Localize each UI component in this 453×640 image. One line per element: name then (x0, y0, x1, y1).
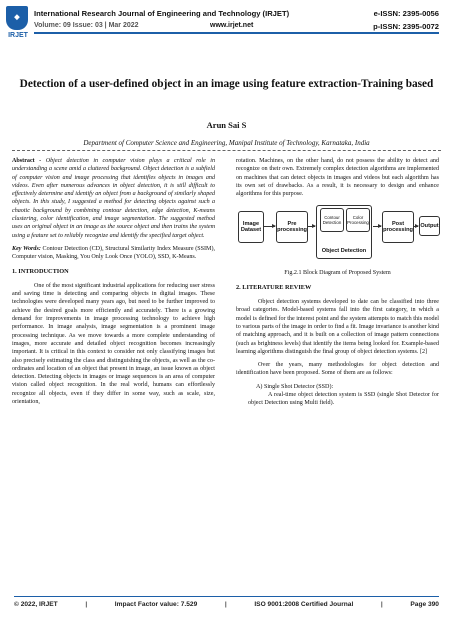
figure-caption: Fig.2.1 Block Diagram of Proposed System (284, 270, 391, 277)
box-color-processing: Color Processing (346, 208, 370, 232)
affiliation: Department of Computer Science and Engineering, Manipal Institute of Technology, Karnataka, India (83, 139, 370, 147)
box-post-processing: Post processing (382, 211, 414, 243)
block-diagram (236, 203, 439, 265)
section-divider (12, 150, 441, 151)
footer-page-number: Page 390 (410, 601, 439, 608)
box-object-detection: Object Detection (316, 205, 372, 259)
abstract-heading: Abstract - (12, 158, 42, 164)
intro-paragraph: One of the most significant industrial applications for reducing user stress and saving time is detecting and comparing objects in digital images. These technologies were developed many years ago, but need to be further improved to achieve the desired goals more efficiently and accurately. There is a growing demand for improvements in image processing technology to achieve high performance. In image analysis, image segmentation is a prominent image processing technique. As we move towards a more complete understanding of images, more accurate and detailed object recognition becomes increasingly important. It is critical in this context to consider not only classifying images but also precisely estimating the class and distinguishing the objects, as well as the co-ordinates and location of an object that present in image, an issue known as object detection. Detecting objects in images or image sequences is an area of computer vision called object recognition. In the real world, humans can effortlessly recognize all objects, even if they differ in some way, such as scale, size, orientation, (12, 282, 215, 406)
volume-line: Volume: 09 Issue: 03 | Mar 2022 (34, 22, 139, 29)
author: Arun Sai S (206, 120, 247, 130)
literature-paragraph-2: Over the years, many methodologies for object detection and identification have been proposed. Some of them are as follows: (236, 362, 439, 377)
footer-copyright: © 2022, IRJET (14, 601, 58, 608)
footer-iso: ISO 9001:2008 Certified Journal (254, 601, 354, 608)
list-item-ssd-heading: A) Single Shot Detector (SSD): (256, 383, 334, 390)
logo-label: IRJET (8, 32, 28, 39)
arrow-4 (413, 226, 418, 227)
intro-heading: 1. INTRODUCTION (12, 267, 69, 275)
website-link[interactable]: www.irjet.net (210, 22, 254, 29)
abstract-text: Object detection in computer vision plays a critical role in understanding a scene amid a cluttered background. Object detection is a subfield of computer vision and image processing that identifies objects in images and videos. Even after numerous advances in object detection, it is still difficult to effectively determine and identify an object from a background of similarly shaped objects. In this study, I suggested a method for detecting objects against such a chaotic background by combining contour detection, edge detection, K-means clustering, color identification, and image segmentation. The suggested method uses an original object in an image as the source object and then trains the system using a feature set to reliably recognize and identify the specified target object. (12, 158, 215, 239)
arrow-2 (307, 226, 315, 227)
literature-heading: 2. LITERATURE REVIEW (236, 283, 312, 291)
literature-paragraph-1: Object detection systems developed to date can be classified into three broad categories. Model-based systems fall into the first category, in which a model is defined for the interest point and the system attempts to match this model to various parts of the image in order to find a fit. Image invariance is another kind of matching approach, and it is built on a collection of image pattern connections (such as brightness levels) that identify the items being looked for. Example-based learning algorithms distinguish the final group of object detection systems. [2] (236, 299, 439, 355)
intro-continuation: rotation. Machines, on the other hand, do not possess the ability to detect and recognize on their own. Extremely complex detection algorithms are implemented on machines that can detect objects in images and videos but each algorithm has its own set of drawbacks. As a result, it is necessary to design and enhance algorithms for this purpose. (236, 158, 439, 198)
box-contour-detection: Contour Detection (320, 208, 344, 232)
arrow-1 (263, 226, 275, 227)
footer-separator: | (380, 601, 383, 608)
paper-title: Detection of a user-defined object in an image using feature extraction-Training based (19, 78, 434, 90)
keywords-heading: Key Words: (12, 245, 41, 252)
keywords-text: Contour Detection (CD), Structural Similarity Index Measure (SSIM), Computer vision, Masking, You Only Look Once (YOLO), SSD, K-Means. (12, 245, 215, 261)
list-item-ssd-text: A real-time object detection system is SSD (single Shot Detector for object Detection using Multi field). (248, 392, 439, 407)
box-pre-processing: Pre processing (276, 211, 308, 243)
right-column (236, 157, 439, 413)
journal-name: International Research Journal of Engineering and Technology (IRJET) (34, 9, 290, 18)
box-output: Output (419, 216, 440, 236)
abstract (12, 157, 215, 240)
page-footer (14, 596, 439, 608)
irjet-logo (6, 6, 30, 44)
footer-separator: | (224, 601, 227, 608)
header-divider (34, 32, 439, 34)
box-image-dataset: Image Dataset (238, 211, 264, 243)
footer-impact-factor: Impact Factor value: 7.529 (114, 601, 198, 608)
pissn: p-ISSN: 2395-0072 (373, 22, 439, 31)
keywords (12, 245, 215, 262)
eissn: e-ISSN: 2395-0056 (373, 9, 439, 18)
arrow-3 (373, 226, 381, 227)
footer-separator: | (85, 601, 88, 608)
logo-shield-icon: ◆ (6, 6, 28, 30)
left-column (12, 157, 215, 411)
journal-header (0, 0, 453, 66)
